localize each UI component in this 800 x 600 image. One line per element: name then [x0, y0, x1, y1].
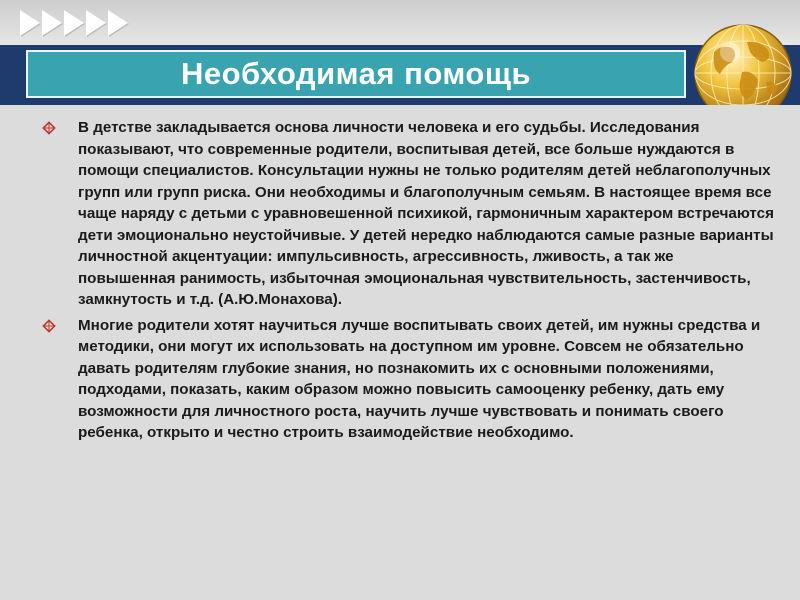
- arrow-right-icon: [86, 10, 106, 36]
- diamond-bullet-icon: [42, 121, 56, 135]
- arrow-right-icon: [20, 10, 40, 36]
- arrow-right-icon: [64, 10, 84, 36]
- bullet-list: [40, 117, 775, 448]
- list-item: [40, 117, 775, 311]
- bullet-text: В детстве закладывается основа личности человека и его судьбы. Исследования показывают, что современные родители, воспитывая детей, все больше нуждаются в помощи специалистов. Консультации нужны не только родителям детей неблагополучных групп или групп риска. Они необходимы и благополучным семьям. В настоящее время все чаще наряду с детьми с уравновешенной психикой, гармоничным характером встречаются дети эмоционально неустойчивые. У детей нередко наблюдаются самые разные варианты личностной акцентуации: импульсивность, агрессивность, лживость, а так же повышенная ранимость, избыточная эмоциональная чувствительность, застенчивость, замкнутость и т.д. (А.Ю.Монахова).: [78, 119, 774, 308]
- header-band: [0, 0, 800, 45]
- slide-title: Необходимая помощь: [180, 56, 532, 91]
- title-box: [26, 50, 686, 98]
- diamond-bullet-icon: [42, 319, 56, 333]
- content-area: [0, 105, 800, 600]
- arrow-right-icon: [108, 10, 128, 36]
- arrow-decoration: [20, 10, 128, 36]
- arrow-right-icon: [42, 10, 62, 36]
- list-item: [40, 315, 775, 444]
- bullet-text: Многие родители хотят научиться лучше воспитывать своих детей, им нужны средства и методики, они могут их использовать на доступном им уровне. Совсем не обязательно давать родителям глубокие знания, но познакомить их с основными положениями, подходами, показать, каким образом можно повысить самооценку ребенку, дать ему возможности для личностного роста, научить лучше чувствовать и понимать своего ребенка, открыто и честно строить взаимодействие необходимо.: [78, 316, 761, 441]
